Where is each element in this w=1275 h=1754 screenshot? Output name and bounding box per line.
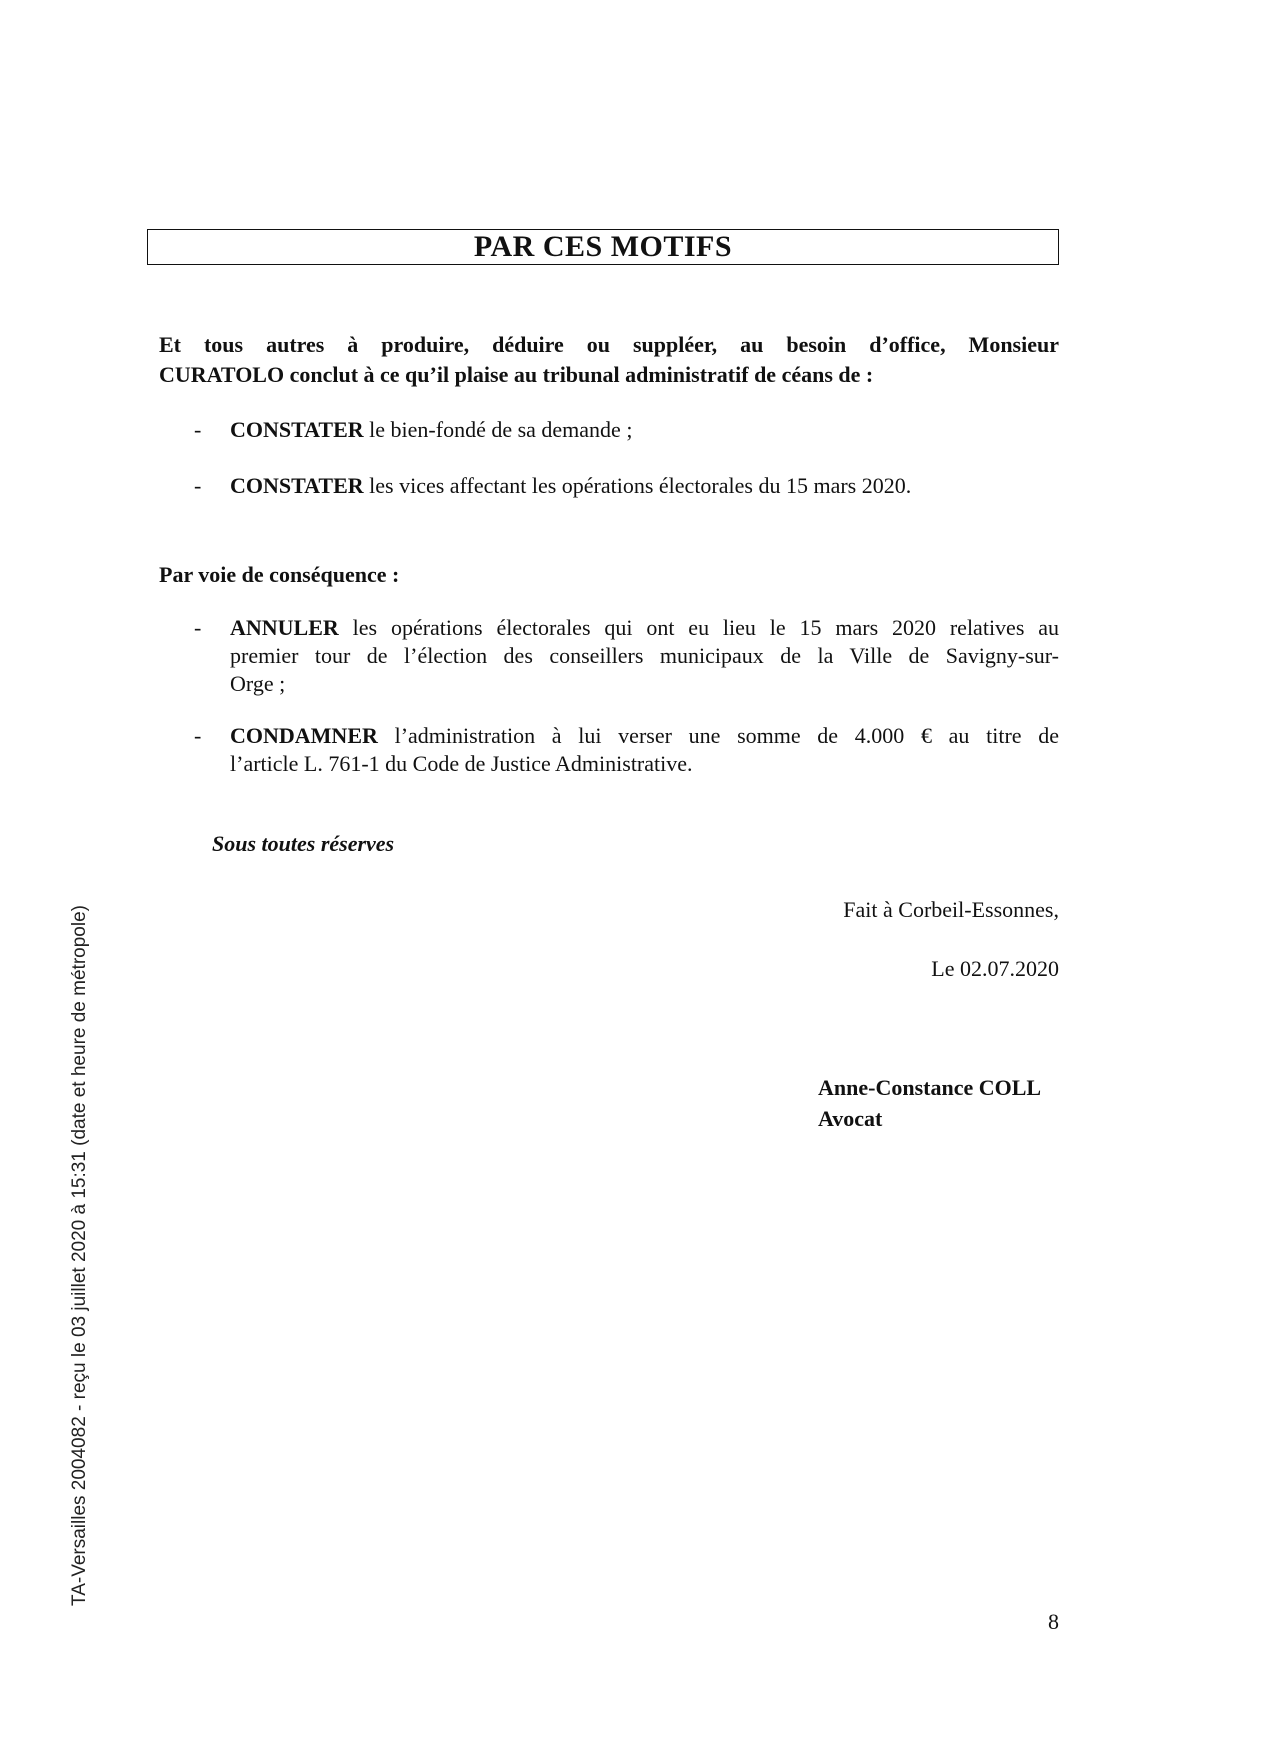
bullet-keyword: ANNULER	[230, 615, 339, 640]
section-title-box	[147, 229, 1059, 265]
bullet-keyword: CONSTATER	[230, 473, 364, 498]
bullet-dash: -	[194, 473, 202, 498]
bullet-line-1	[230, 614, 1059, 642]
signature-block	[818, 1072, 1041, 1134]
consequence-label: Par voie de conséquence :	[159, 562, 400, 587]
bullet-line-2: l’article L. 761-1 du Code de Justice Administrative.	[230, 751, 693, 776]
bullet-text: l’administration à lui verser une somme de 4.000 € au titre de	[377, 723, 1059, 748]
bullet-text: les opérations électorales qui ont eu lieu le 15 mars 2020 relatives au	[338, 615, 1059, 640]
date-line: Le 02.07.2020	[931, 956, 1059, 981]
bullet-keyword: CONSTATER	[230, 417, 364, 442]
bullet-line-1	[230, 722, 1059, 750]
intro-paragraph	[159, 330, 1059, 390]
page-number: 8	[1048, 1609, 1059, 1634]
bullet-annuler	[194, 614, 1059, 704]
place-line: Fait à Corbeil-Essonnes,	[843, 897, 1059, 922]
bullet-constater-1	[194, 416, 1059, 446]
bullet-constater-2	[194, 472, 1059, 502]
bullet-text: les vices affectant les opérations électorales du 15 mars 2020.	[363, 473, 912, 498]
bullet-content	[230, 472, 1059, 500]
bullet-dash: -	[194, 417, 202, 442]
bullet-dash: -	[194, 723, 202, 748]
bullet-text: le bien-fondé de sa demande ;	[363, 417, 633, 442]
reserves-note: Sous toutes réserves	[212, 831, 395, 856]
bullet-content	[230, 614, 1059, 698]
intro-line-1: Et tous autres à produire, déduire ou suppléer, au besoin d’office, Monsieur	[159, 332, 1059, 357]
bullet-line-2: premier tour de l’élection des conseillers municipaux de la Ville de Savigny-sur-	[230, 643, 1059, 668]
signatory-name: Anne-Constance COLL	[818, 1075, 1042, 1100]
bullet-content	[230, 722, 1059, 778]
bullet-keyword: CONDAMNER	[230, 723, 378, 748]
bullet-dash: -	[194, 615, 202, 640]
section-title: PAR CES MOTIFS	[473, 230, 733, 263]
bullet-content	[230, 416, 1059, 444]
intro-line-2: CURATOLO conclut à ce qu’il plaise au tribunal administratif de céans de :	[159, 362, 874, 387]
signatory-title: Avocat	[818, 1106, 883, 1131]
receipt-stamp: TA-Versailles 2004082 - reçu le 03 juillet 2020 à 15:31 (date et heure de métropole)	[69, 905, 90, 1606]
bullet-condamner	[194, 722, 1059, 782]
bullet-line-3: Orge ;	[230, 671, 286, 696]
